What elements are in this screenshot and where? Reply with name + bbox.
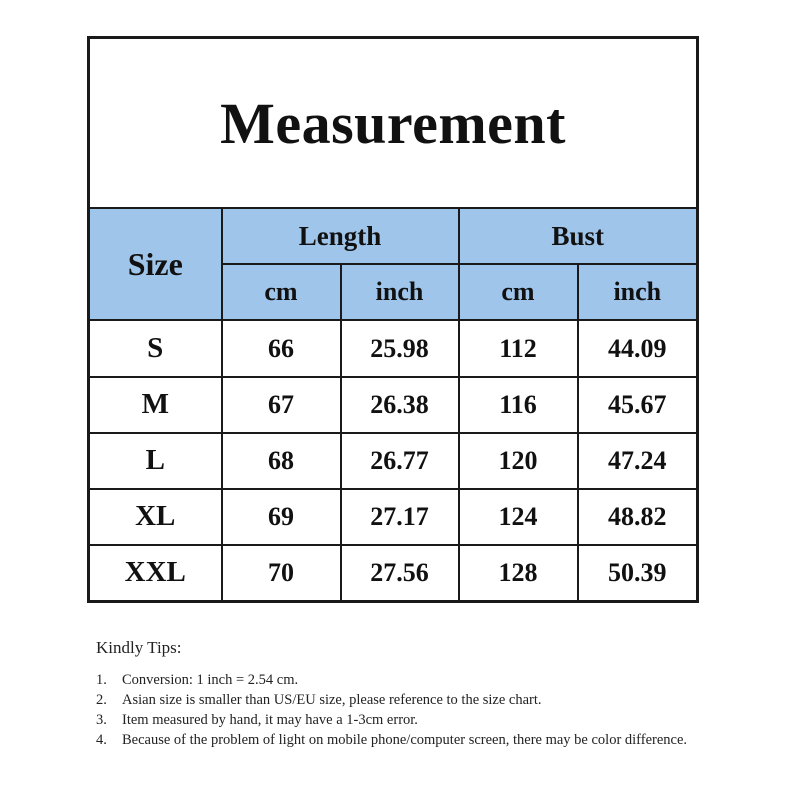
length-cm-cell: 70 [222,545,341,602]
bust-cm-cell: 112 [459,320,578,376]
length-cm-cell: 66 [222,320,341,376]
table-row [89,489,698,545]
table-row [89,433,698,489]
length-inch-cell: 27.56 [341,545,459,602]
tips-list [96,670,736,750]
tips-title: Kindly Tips: [96,638,182,657]
length-header: Length [222,208,459,264]
bust-inch-cell: 45.67 [578,377,698,433]
tip-text: Because of the problem of light on mobile phone/computer screen, there may be color difference. [122,732,688,748]
bust-inch-header: inch [578,264,698,320]
length-cm-cell: 67 [222,377,341,433]
bust-header: Bust [459,208,698,264]
title-row [89,38,698,209]
size-header: Size [89,208,222,320]
tip-number: 4. [96,732,107,748]
tip-number: 3. [96,712,107,728]
tip-text: Conversion: 1 inch = 2.54 cm. [122,672,299,688]
list-item [96,690,736,710]
kindly-tips [96,638,736,750]
bust-inch-cell: 48.82 [578,489,698,545]
length-inch-cell: 26.77 [341,433,459,489]
length-inch-cell: 27.17 [341,489,459,545]
list-item [96,710,736,730]
table-title: Measurement [89,38,698,209]
length-inch-cell: 26.38 [341,377,459,433]
bust-cm-cell: 128 [459,545,578,602]
size-chart-table [87,36,699,603]
bust-inch-cell: 50.39 [578,545,698,602]
size-cell: M [89,377,222,433]
table-row [89,320,698,376]
tip-text: Item measured by hand, it may have a 1-3cm error. [122,712,418,728]
table-row [89,545,698,602]
table-row [89,377,698,433]
tip-text: Asian size is smaller than US/EU size, please reference to the size chart. [122,692,542,708]
list-item [96,730,736,750]
size-cell: XXL [89,545,222,602]
size-cell: XL [89,489,222,545]
bust-cm-cell: 120 [459,433,578,489]
tip-number: 2. [96,692,107,708]
size-cell: L [89,433,222,489]
bust-cm-cell: 116 [459,377,578,433]
list-item [96,670,736,690]
header-row [89,208,698,264]
bust-inch-cell: 47.24 [578,433,698,489]
length-inch-header: inch [341,264,459,320]
length-cm-cell: 68 [222,433,341,489]
length-cm-header: cm [222,264,341,320]
bust-cm-cell: 124 [459,489,578,545]
size-cell: S [89,320,222,376]
length-cm-cell: 69 [222,489,341,545]
tip-number: 1. [96,672,107,688]
length-inch-cell: 25.98 [341,320,459,376]
bust-inch-cell: 44.09 [578,320,698,376]
bust-cm-header: cm [459,264,578,320]
